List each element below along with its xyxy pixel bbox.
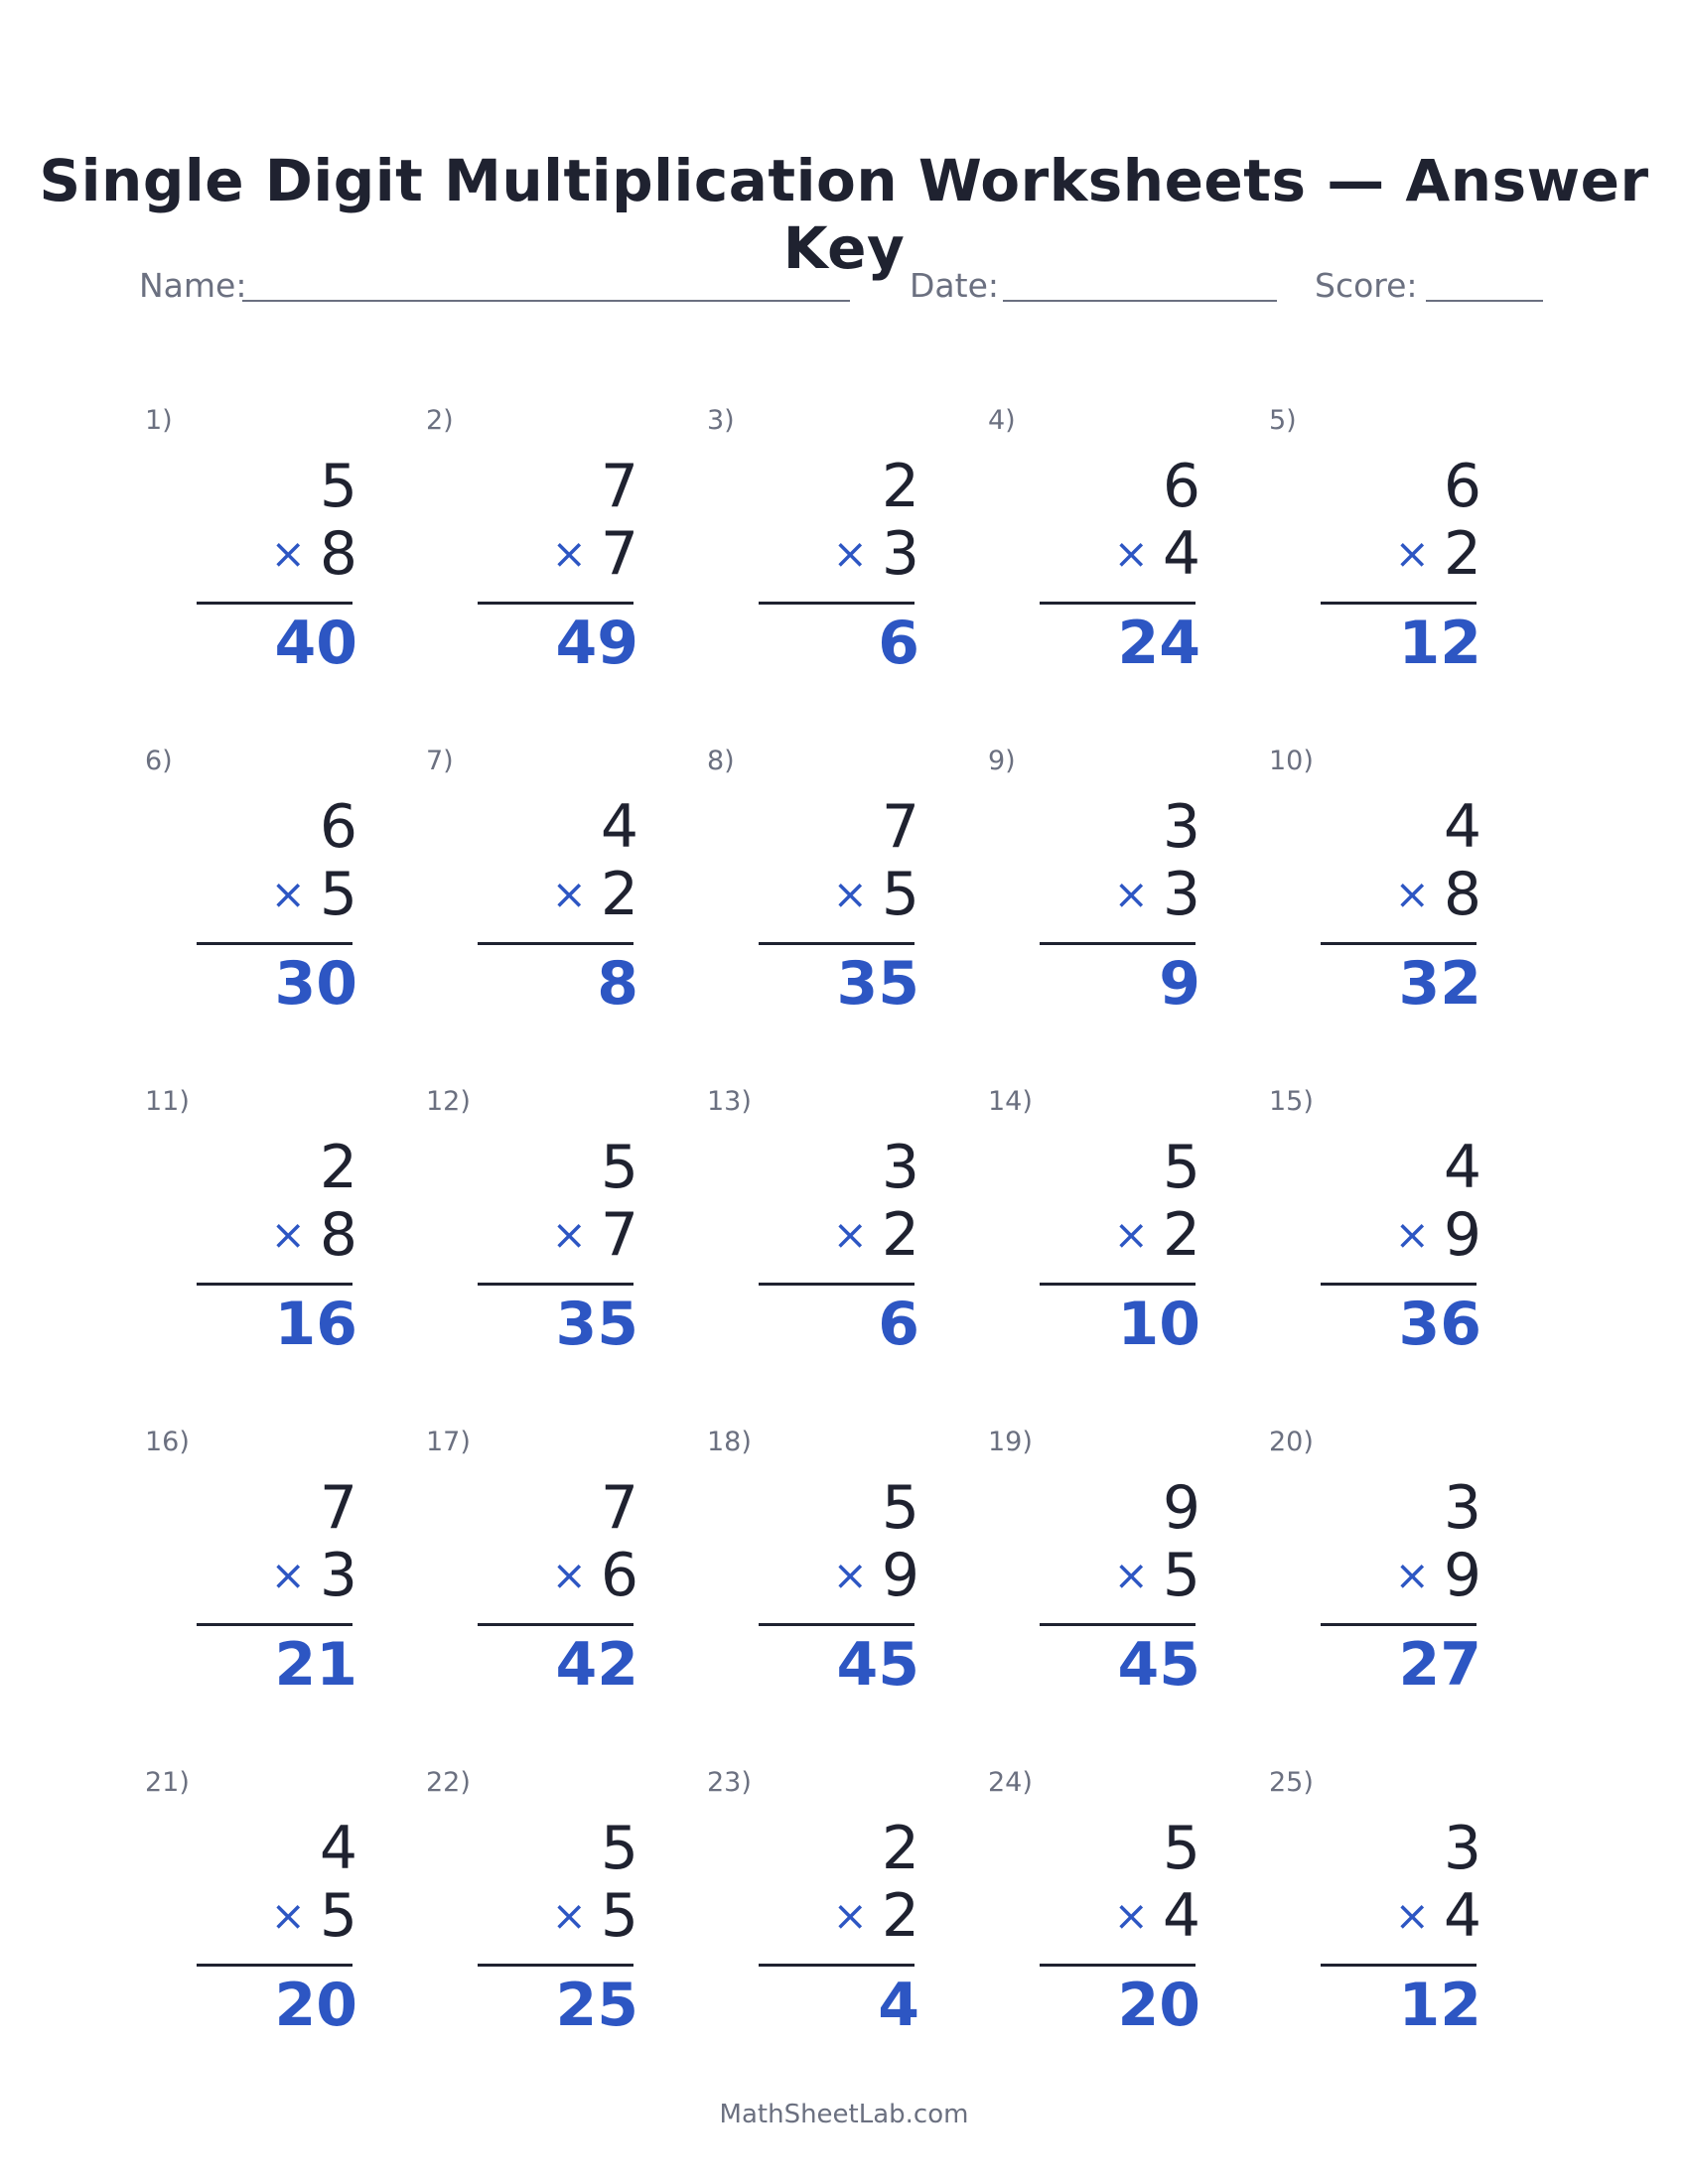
answer-value: 20 [274, 1971, 357, 2040]
multiplier: 5 [1162, 1541, 1200, 1610]
multiplicand: 6 [319, 792, 357, 862]
multiplier: 3 [319, 1541, 357, 1610]
times-sign: × [1394, 870, 1430, 918]
answer-value: 4 [878, 1971, 919, 2040]
multiplicand: 4 [319, 1814, 357, 1883]
multiplier: 3 [881, 519, 919, 589]
multiplier-row [270, 1541, 357, 1610]
times-sign: × [1113, 529, 1149, 578]
answer-rule [478, 1623, 633, 1626]
times-sign: × [832, 1891, 868, 1940]
problem-number: 1) [145, 405, 173, 436]
multiplicand: 7 [600, 1473, 638, 1543]
problem-card [707, 1086, 985, 1384]
multiplier: 8 [319, 519, 357, 589]
answer-value: 42 [555, 1630, 638, 1700]
name-label: Name: [139, 266, 247, 305]
multiplicand: 2 [881, 452, 919, 521]
multiplicand: 5 [1162, 1814, 1200, 1883]
times-sign: × [832, 529, 868, 578]
answer-value: 9 [1159, 949, 1200, 1019]
score-label: Score: [1315, 266, 1418, 305]
multiplicand: 3 [1162, 792, 1200, 862]
answer-rule [759, 1283, 914, 1286]
problem-card [1269, 746, 1547, 1043]
times-sign: × [551, 870, 587, 918]
multiplicand: 4 [1443, 792, 1481, 862]
problem-card [145, 1086, 423, 1384]
date-field[interactable] [910, 266, 1277, 306]
problem-card [707, 1767, 985, 2065]
multiplier-row [832, 1881, 919, 1951]
answer-value: 21 [274, 1630, 357, 1700]
multiplicand: 4 [600, 792, 638, 862]
times-sign: × [832, 1551, 868, 1599]
multiplier-row [551, 1200, 638, 1270]
problem-number: 10) [1269, 746, 1314, 776]
problem-card [426, 746, 704, 1043]
answer-value: 6 [878, 1290, 919, 1359]
answer-value: 20 [1117, 1971, 1200, 2040]
answer-rule [1040, 602, 1196, 605]
multiplicand: 5 [319, 452, 357, 521]
multiplier-row [270, 860, 357, 929]
multiplier-row [270, 1881, 357, 1951]
problem-card [1269, 405, 1547, 703]
problem-card [1269, 1767, 1547, 2065]
answer-rule [197, 1964, 352, 1967]
multiplier-row [270, 519, 357, 589]
multiplier-row [1394, 1541, 1481, 1610]
problem-card [145, 1427, 423, 1724]
multiplier-row [1394, 519, 1481, 589]
answer-value: 30 [274, 949, 357, 1019]
times-sign: × [832, 1210, 868, 1259]
answer-rule [478, 602, 633, 605]
multiplier-row [832, 1541, 919, 1610]
answer-rule [197, 942, 352, 945]
multiplier-row [832, 1200, 919, 1270]
multiplier: 7 [600, 519, 638, 589]
problem-number: 18) [707, 1427, 752, 1457]
problem-number: 6) [145, 746, 173, 776]
multiplier-row [832, 860, 919, 929]
problem-number: 21) [145, 1767, 190, 1798]
problem-number: 24) [988, 1767, 1033, 1798]
times-sign: × [1394, 1551, 1430, 1599]
answer-rule [1321, 942, 1477, 945]
multiplier: 9 [881, 1541, 919, 1610]
multiplicand: 5 [881, 1473, 919, 1543]
answer-rule [759, 1964, 914, 1967]
answer-rule [1040, 1623, 1196, 1626]
multiplicand: 9 [1162, 1473, 1200, 1543]
times-sign: × [551, 1210, 587, 1259]
answer-rule [1040, 1964, 1196, 1967]
times-sign: × [1113, 1210, 1149, 1259]
times-sign: × [270, 1210, 306, 1259]
answer-rule [197, 1283, 352, 1286]
problem-number: 14) [988, 1086, 1033, 1117]
problem-number: 20) [1269, 1427, 1314, 1457]
name-field[interactable] [139, 266, 854, 306]
multiplier-row [551, 519, 638, 589]
problem-card [707, 746, 985, 1043]
multiplier-row [551, 860, 638, 929]
times-sign: × [832, 870, 868, 918]
multiplier-row [270, 1200, 357, 1270]
times-sign: × [270, 1551, 306, 1599]
problem-card [426, 1767, 704, 2065]
multiplier: 8 [319, 1200, 357, 1270]
multiplicand: 7 [881, 792, 919, 862]
answer-rule [1321, 1964, 1477, 1967]
multiplier: 4 [1443, 1881, 1481, 1951]
date-line [1003, 300, 1277, 302]
answer-value: 24 [1117, 609, 1200, 678]
multiplier-row [1113, 1541, 1200, 1610]
problem-card [707, 1427, 985, 1724]
multiplier-row [1113, 519, 1200, 589]
answer-rule [1321, 1283, 1477, 1286]
multiplier-row [1394, 1881, 1481, 1951]
multiplicand: 5 [1162, 1133, 1200, 1202]
multiplier: 2 [881, 1881, 919, 1951]
times-sign: × [270, 870, 306, 918]
problem-card [145, 746, 423, 1043]
multiplier: 4 [1162, 519, 1200, 589]
multiplier: 2 [600, 860, 638, 929]
answer-value: 10 [1117, 1290, 1200, 1359]
problem-number: 15) [1269, 1086, 1314, 1117]
problem-card [988, 405, 1266, 703]
answer-value: 36 [1398, 1290, 1481, 1359]
answer-rule [478, 942, 633, 945]
answer-value: 27 [1398, 1630, 1481, 1700]
answer-value: 16 [274, 1290, 357, 1359]
multiplier: 5 [600, 1881, 638, 1951]
problem-number: 19) [988, 1427, 1033, 1457]
multiplier: 2 [1443, 519, 1481, 589]
multiplier-row [832, 519, 919, 589]
times-sign: × [551, 1551, 587, 1599]
problem-number: 7) [426, 746, 454, 776]
multiplier-row [551, 1881, 638, 1951]
answer-rule [478, 1964, 633, 1967]
answer-value: 49 [555, 609, 638, 678]
problem-card [988, 1767, 1266, 2065]
date-label: Date: [910, 266, 999, 305]
problem-card [988, 1086, 1266, 1384]
problem-number: 9) [988, 746, 1016, 776]
answer-rule [759, 602, 914, 605]
multiplier-row [551, 1541, 638, 1610]
problem-card [426, 405, 704, 703]
answer-value: 35 [555, 1290, 638, 1359]
multiplicand: 3 [1443, 1814, 1481, 1883]
answer-value: 12 [1398, 1971, 1481, 2040]
multiplier-row [1113, 1200, 1200, 1270]
answer-value: 45 [836, 1630, 919, 1700]
multiplier: 5 [319, 1881, 357, 1951]
problem-card [988, 746, 1266, 1043]
multiplier: 9 [1443, 1200, 1481, 1270]
multiplicand: 7 [319, 1473, 357, 1543]
multiplier: 5 [881, 860, 919, 929]
site-footer: MathSheetLab.com [719, 2100, 969, 2129]
answer-rule [1040, 1283, 1196, 1286]
problem-number: 17) [426, 1427, 471, 1457]
multiplier: 8 [1443, 860, 1481, 929]
multiplicand: 2 [881, 1814, 919, 1883]
multiplicand: 3 [881, 1133, 919, 1202]
problem-card [707, 405, 985, 703]
times-sign: × [1113, 1891, 1149, 1940]
problem-card [145, 405, 423, 703]
times-sign: × [1113, 1551, 1149, 1599]
times-sign: × [270, 1891, 306, 1940]
multiplier: 7 [600, 1200, 638, 1270]
times-sign: × [1394, 1891, 1430, 1940]
score-field[interactable] [1315, 266, 1545, 306]
multiplicand: 7 [600, 452, 638, 521]
problem-number: 13) [707, 1086, 752, 1117]
answer-rule [478, 1283, 633, 1286]
times-sign: × [1113, 870, 1149, 918]
answer-rule [1321, 1623, 1477, 1626]
times-sign: × [551, 1891, 587, 1940]
answer-value: 32 [1398, 949, 1481, 1019]
multiplier: 2 [881, 1200, 919, 1270]
problem-number: 25) [1269, 1767, 1314, 1798]
answer-value: 25 [555, 1971, 638, 2040]
problem-number: 11) [145, 1086, 190, 1117]
multiplier: 2 [1162, 1200, 1200, 1270]
problem-card [426, 1427, 704, 1724]
problem-number: 5) [1269, 405, 1297, 436]
problem-number: 3) [707, 405, 735, 436]
multiplicand: 3 [1443, 1473, 1481, 1543]
problem-number: 16) [145, 1427, 190, 1457]
answer-rule [1040, 942, 1196, 945]
problem-number: 22) [426, 1767, 471, 1798]
times-sign: × [551, 529, 587, 578]
problem-card [1269, 1086, 1547, 1384]
multiplier-row [1113, 1881, 1200, 1951]
answer-rule [197, 602, 352, 605]
multiplier: 3 [1162, 860, 1200, 929]
problem-number: 4) [988, 405, 1016, 436]
answer-rule [759, 1623, 914, 1626]
problem-card [145, 1767, 423, 2065]
multiplier-row [1113, 860, 1200, 929]
answer-value: 40 [274, 609, 357, 678]
multiplier: 6 [600, 1541, 638, 1610]
multiplicand: 5 [600, 1133, 638, 1202]
answer-value: 12 [1398, 609, 1481, 678]
problem-number: 2) [426, 405, 454, 436]
problem-card [426, 1086, 704, 1384]
name-line [242, 300, 850, 302]
multiplicand: 6 [1443, 452, 1481, 521]
answer-rule [759, 942, 914, 945]
multiplicand: 5 [600, 1814, 638, 1883]
times-sign: × [1394, 1210, 1430, 1259]
times-sign: × [270, 529, 306, 578]
multiplier: 4 [1162, 1881, 1200, 1951]
problem-number: 8) [707, 746, 735, 776]
multiplier: 5 [319, 860, 357, 929]
multiplier-row [1394, 1200, 1481, 1270]
problem-number: 12) [426, 1086, 471, 1117]
answer-rule [1321, 602, 1477, 605]
multiplicand: 2 [319, 1133, 357, 1202]
multiplier-row [1394, 860, 1481, 929]
times-sign: × [1394, 529, 1430, 578]
problem-card [988, 1427, 1266, 1724]
answer-rule [197, 1623, 352, 1626]
problem-card [1269, 1427, 1547, 1724]
answer-value: 45 [1117, 1630, 1200, 1700]
multiplicand: 6 [1162, 452, 1200, 521]
answer-value: 6 [878, 609, 919, 678]
answer-value: 8 [597, 949, 638, 1019]
page-title: Single Digit Multiplication Worksheets — Answer Key [39, 147, 1649, 282]
problem-number: 23) [707, 1767, 752, 1798]
answer-value: 35 [836, 949, 919, 1019]
score-line [1426, 300, 1543, 302]
multiplier: 9 [1443, 1541, 1481, 1610]
multiplicand: 4 [1443, 1133, 1481, 1202]
